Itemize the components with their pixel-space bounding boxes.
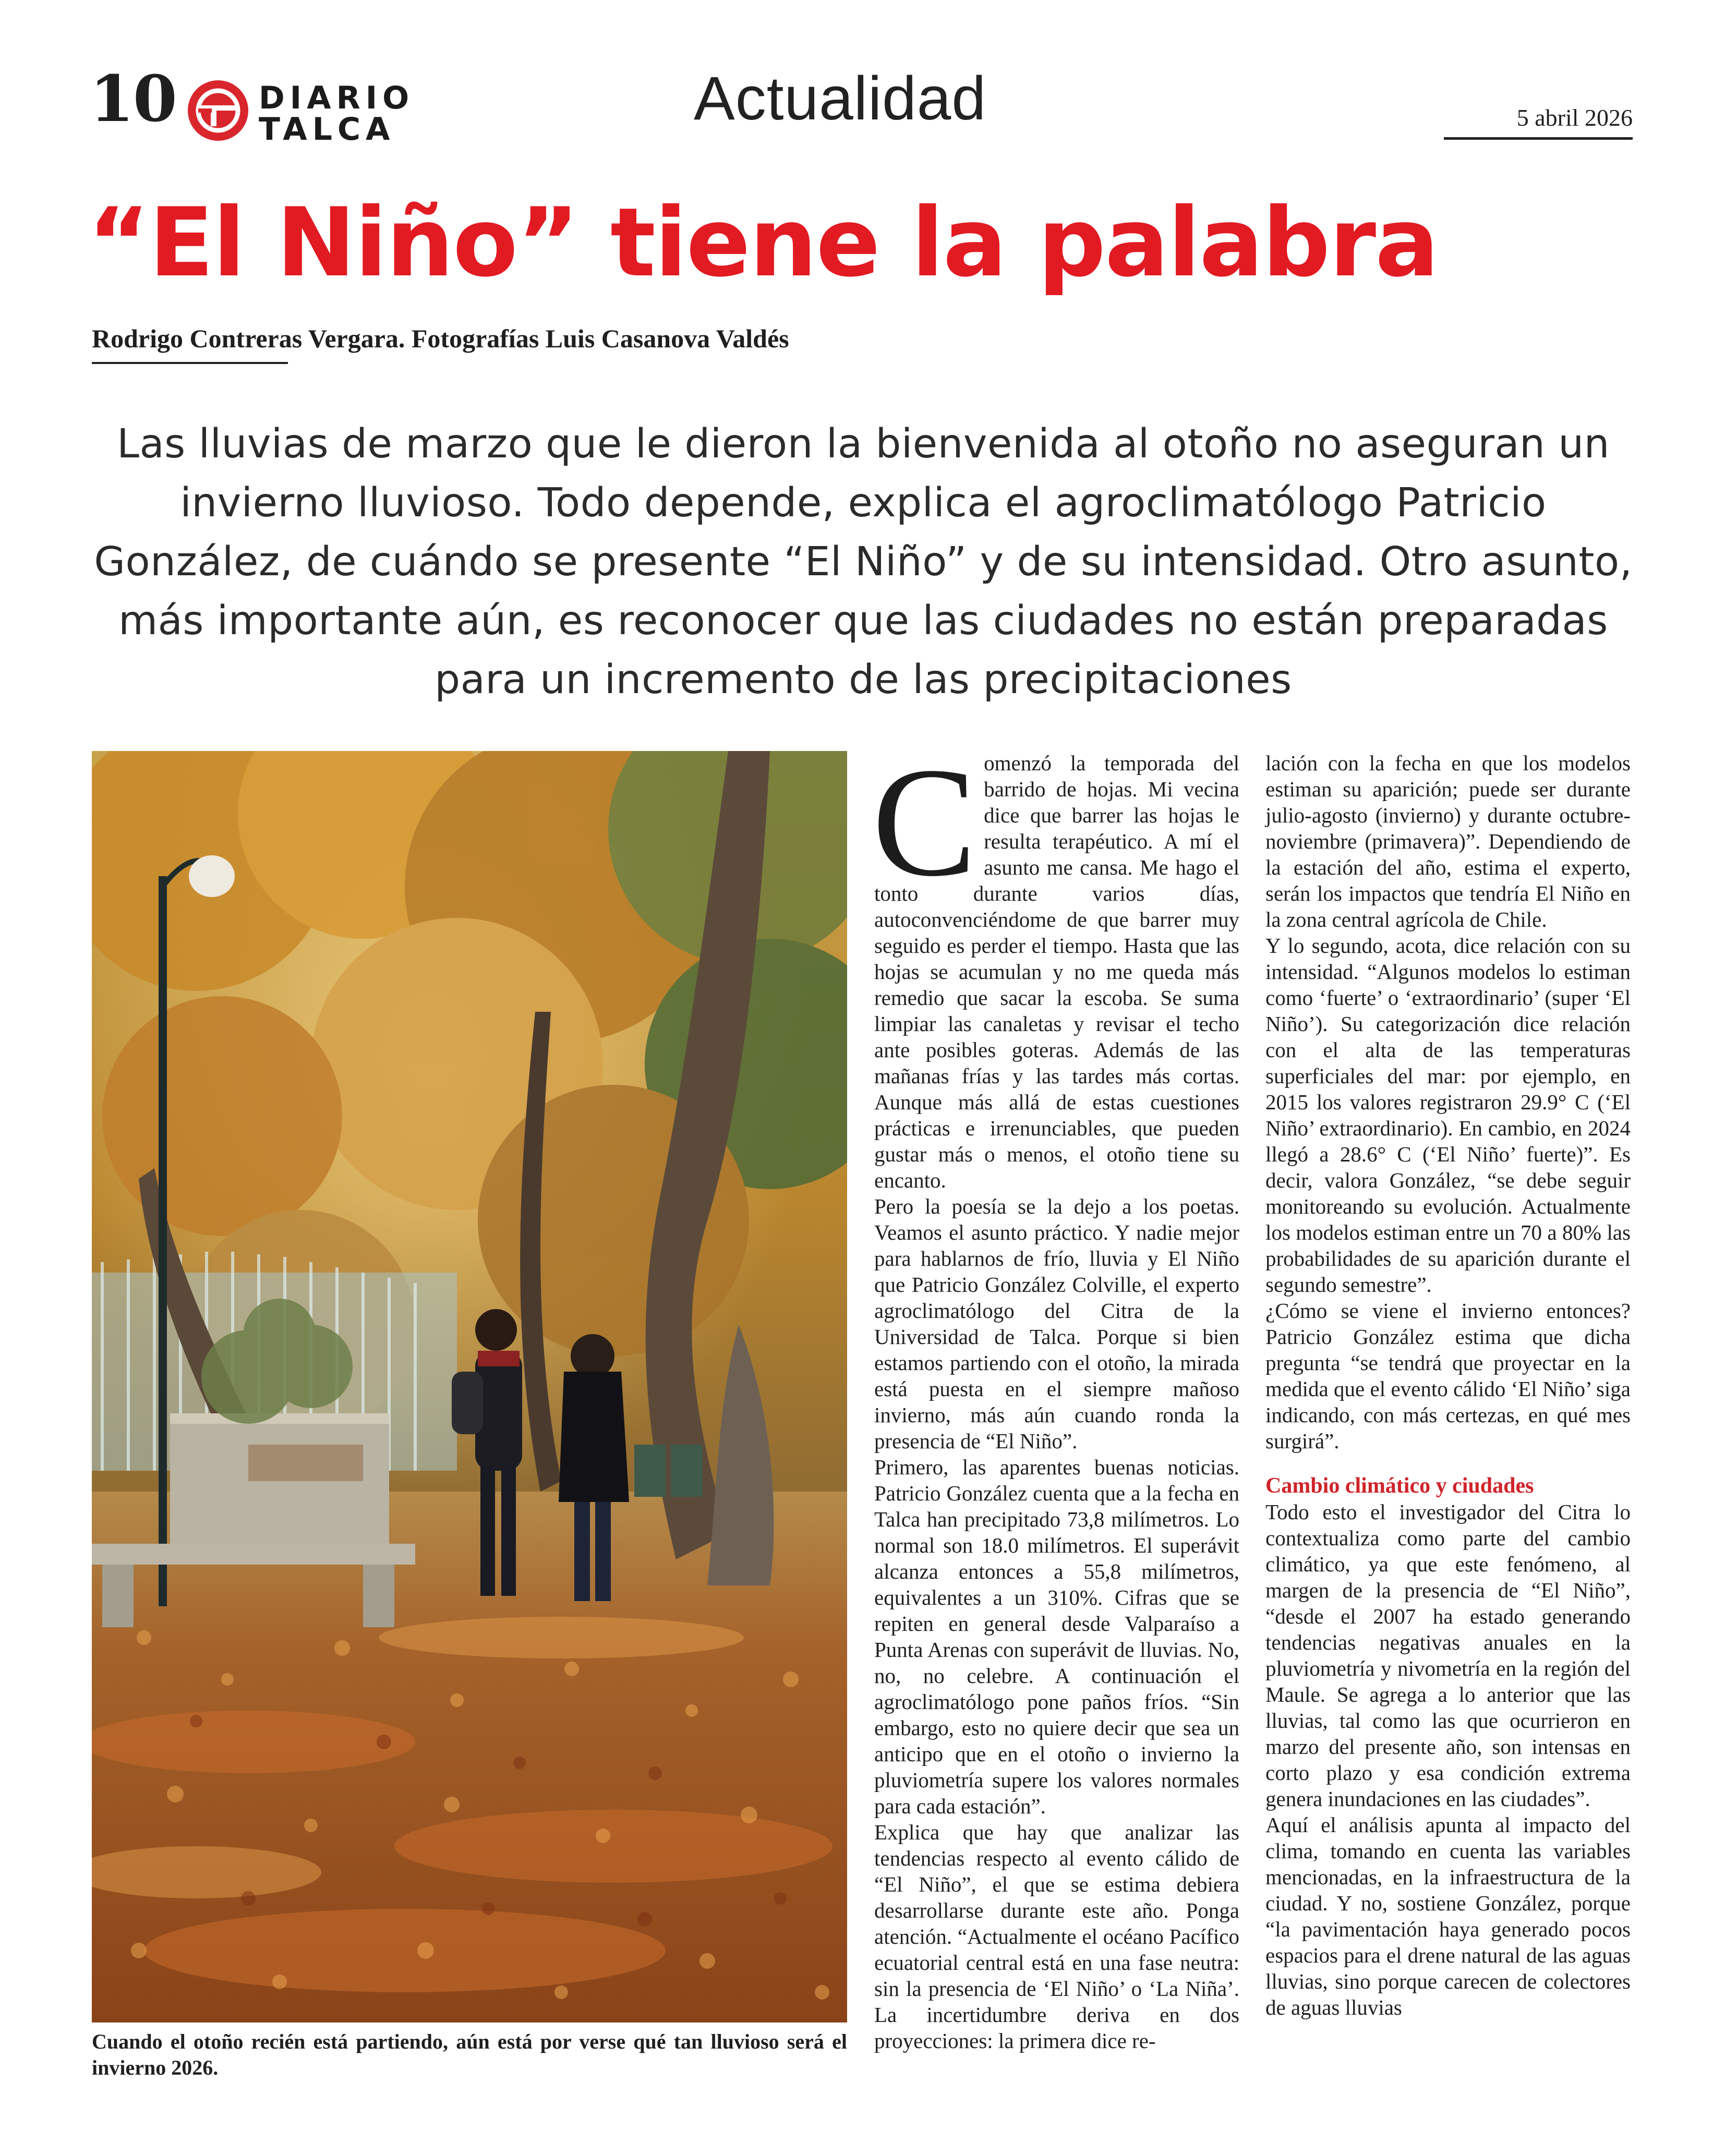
body-paragraph: Explica que hay que analizar las tendencias respecto al evento cálido de “El Niño”, el que se estima debiera desarrollarse durante este año. Ponga atención. “Actualmente el océano Pacífico ecuatorial central está en una fase neutra: sin la presencia de ‘El Niño’ o ‘La Niña’. La incertidumbre deriva en dos proyecciones: la primera dice re- bbox=[874, 1820, 1239, 2053]
logo-mark-icon bbox=[187, 79, 249, 142]
section-title: Actualidad bbox=[694, 64, 987, 133]
body-paragraph: lación con la fecha en que los modelos estiman su aparición; puede ser durante julio-agosto (invierno) y durante octubre-noviembre (primavera)”. Dependiendo de la estación del año, estima el experto, serán los impactos que tendría El Niño en la zona central agrícola de Chile. bbox=[1265, 751, 1631, 931]
body-paragraph: ¿Cómo se viene el invierno entonces? Patricio González estima que dicha pregunta “se tendrá que proyectar en la medida que el evento cálido ‘El Niño’ siga indicando, con más certezas, en qué mes surgirá”. bbox=[1265, 1299, 1631, 1453]
article-column-1 bbox=[872, 735, 1239, 2054]
byline-rule bbox=[92, 362, 288, 364]
drop-cap: C bbox=[872, 735, 977, 909]
headline: “El Niño” tiene la palabra bbox=[88, 187, 1438, 298]
body-paragraph: Aquí el análisis apunta al impacto del clima, tomando en cuenta las variables mencionadas, en la infraestructura de la ciudad. Y no, sostiene González, porque “la pavimentación haya generado pocos espacios para el drene natural de las aguas lluvias, sino porque carecen de colectores de aguas lluvias bbox=[1265, 1813, 1631, 2019]
byline: Rodrigo Contreras Vergara. Fotografías Luis Casanova Valdés bbox=[92, 324, 789, 353]
logo-word-diario: DIARIO bbox=[259, 80, 415, 116]
autumn-park-photo bbox=[92, 751, 847, 2022]
section-subhead: Cambio climático y ciudades bbox=[1265, 1474, 1534, 1498]
body-paragraph: Y lo segundo, acota, dice relación con su intensidad. “Algunos modelos lo estiman como ‘fuerte’ o ‘extraordinario’ (super ‘El Niño’). Su categorización dice relación con el alta de las temperaturas superficiales del mar: por ejemplo, en 2015 los valores registraron 29.9° C (‘El Niño’ extraordinario). En cambio, en 2024 llegó a 28.6° C (‘El Niño’ fuerte)”. Es decir, valora González, “se debe seguir monitoreando su evolución. Actualmente los modelos estiman entre un 70 a 80% las probabilidades de su aparición durante el segundo semestre”. bbox=[1265, 934, 1631, 1297]
body-paragraph: omenzó la temporada del barrido de hojas. Mi vecina dice que barrer las hojas le resulta terapéutico. A mí el asunto me cansa. Me hago el tonto durante varios días, autoconvenciéndome de que barrer muy seguido es perder el tiempo. Hasta que las hojas se acumulan y no me queda más remedio que sacar la escoba. Se suma limpiar las canaletas y revisar el techo ante posibles goteras. Además de las mañanas frías y las tardes más cortas. Aunque más allá de estas cuestiones prácticas e irrenunciables, que pueden gustar más o menos, el otoño tiene su encanto. bbox=[874, 751, 1239, 1192]
logo-word-talca: TALCA bbox=[259, 111, 395, 148]
date-rule bbox=[1444, 137, 1633, 140]
photo-caption: Cuando el otoño recién está partiendo, aún está por verse qué tan lluvioso será el invierno 2026. bbox=[92, 2030, 847, 2079]
lead-paragraph: Las lluvias de marzo que le dieron la bienvenida al otoño no aseguran un invierno lluvioso. Todo depende, explica el agroclimatólogo Patricio González, de cuándo se presente “El Niño” y de su intensidad. Otro asunto, más importante aún, es reconocer que las ciudades no están preparadas para un incremento de las precipitaciones bbox=[94, 421, 1633, 703]
body-paragraph: Todo esto el investigador del Citra lo contextualiza como parte del cambio climático, ya que este fenómeno, al margen de la presencia de “El Niño”, “desde el 2007 ha estado generando tendencias negativas anuales en la pluviometría y nivometría en la región del Maule. Se agrega a lo anterior que las lluvias, tal como las que ocurrieron en marzo del presente año, son intensas en corto plazo y esa condición extrema genera inundaciones en las ciudades”. bbox=[1265, 1500, 1631, 1811]
body-paragraph: Primero, las aparentes buenas noticias. Patricio González cuenta que a la fecha en Talca han precipitado 73,8 milímetros. Lo normal son 18.0 milímetros. El superávit alcanza entonces a 55,8 milímetros, equivalentes a un 310%. Cifras que se repiten en general desde Valparaíso a Punta Arenas con superávit de lluvias. No, no, no celebre. A continuación el agroclimatólogo pone paños fríos. “Sin embargo, esto no quiere decir que sea un anticipo que en el otoño o invierno la pluviometría supere los valores normales para cada estación”. bbox=[874, 1455, 1239, 1818]
page-number: 10 bbox=[90, 61, 176, 136]
diario-talca-logo bbox=[187, 77, 415, 148]
body-paragraph: Pero la poesía se la dejo a los poetas. Veamos el asunto práctico. Y nadie mejor para hablarnos de frío, lluvia y El Niño que Patricio González Colville, el experto agroclimatólogo del Citra de la Universidad de Talca. Porque si bien estamos partiendo con el otoño, la mirada está puesta en el siempre mañoso invierno, más aún cuando ronda la presencia de “El Niño”. bbox=[874, 1194, 1239, 1453]
issue-date: 5 abril 2026 bbox=[1516, 104, 1633, 131]
article-column-2 bbox=[1265, 750, 1631, 2020]
